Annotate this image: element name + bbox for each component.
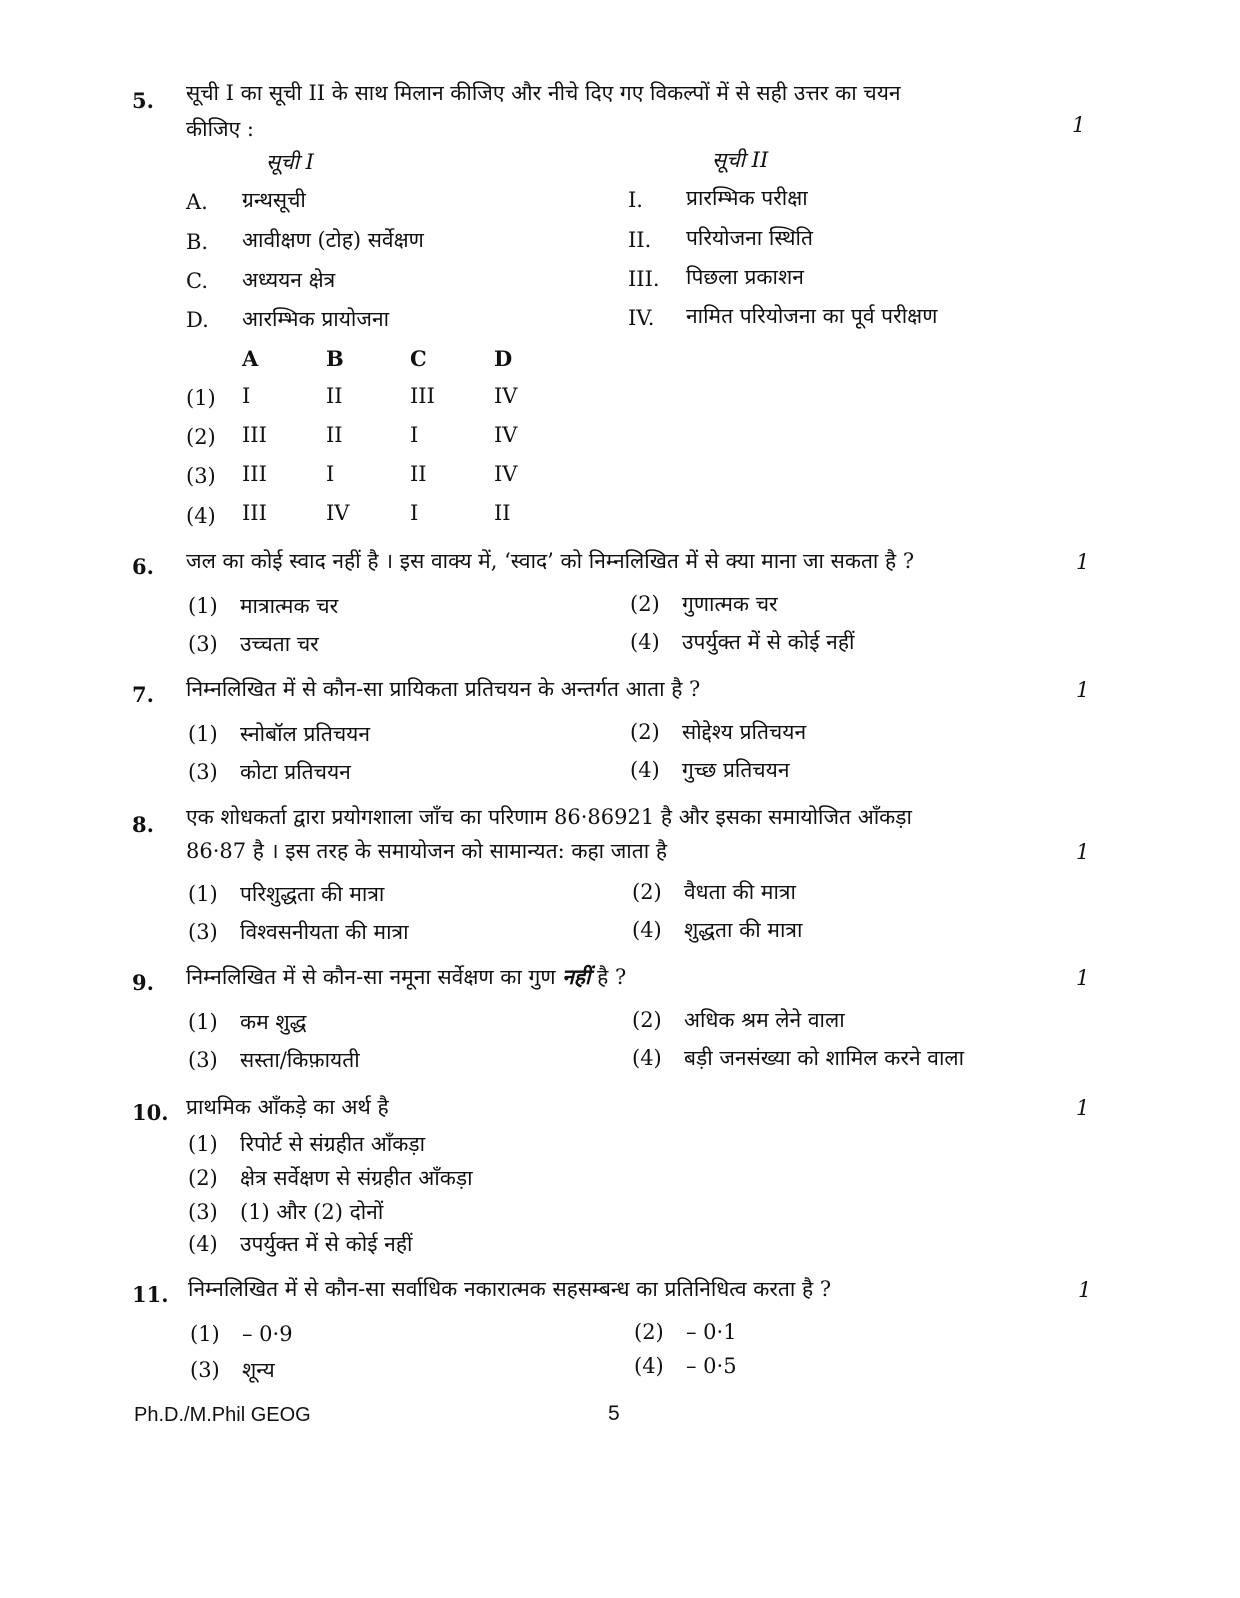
option-1[interactable] xyxy=(188,1130,425,1158)
grid-header-a: A xyxy=(242,346,259,371)
grid-header-d: D xyxy=(494,346,513,371)
option-1[interactable] xyxy=(188,720,370,748)
list1-label-a: A. xyxy=(186,190,208,214)
option-text: रिपोर्ट से संग्रहीत आँकड़ा xyxy=(240,1132,426,1156)
question-text-emphasis: नहीं xyxy=(562,964,591,989)
grid-cell: IV xyxy=(494,423,518,447)
option-4[interactable] xyxy=(630,756,789,784)
list1-item-d: आरम्भिक प्रायोजना xyxy=(242,307,390,331)
list1-label-d: D. xyxy=(186,308,209,332)
option-text: क्षेत्र सर्वेक्षण से संग्रहीत आँकड़ा xyxy=(240,1166,473,1190)
list1-item-c: अध्ययन क्षेत्र xyxy=(242,268,336,292)
option-3[interactable] xyxy=(188,630,319,658)
question-text-line1: एक शोधकर्ता द्वारा प्रयोगशाला जाँच का परिणाम 86·86921 है और इसका समायोजित आँकड़ा xyxy=(186,805,912,829)
option-label: (1) xyxy=(188,1132,218,1156)
grid-cell: IV xyxy=(494,462,518,486)
option-2[interactable] xyxy=(634,1320,737,1344)
option-3[interactable] xyxy=(188,1046,360,1074)
marks: 1 xyxy=(1076,840,1090,864)
option-1[interactable] xyxy=(188,1008,306,1036)
option-label: (3) xyxy=(188,1200,218,1224)
option-3[interactable] xyxy=(188,1198,383,1226)
question-text-start: निम्नलिखित में से कौन-सा नमूना सर्वेक्षण का गुण xyxy=(186,965,563,989)
list2-label-iii: III. xyxy=(628,267,660,291)
option-label: (4) xyxy=(634,1354,664,1378)
grid-cell: III xyxy=(242,462,267,486)
grid-cell: I xyxy=(410,423,419,447)
grid-cell: III xyxy=(242,501,267,525)
option-label: (3) xyxy=(190,1358,220,1382)
list1-label-c: C. xyxy=(186,269,208,293)
option-label: (3) xyxy=(188,1048,218,1072)
option-label: (4) xyxy=(632,1046,662,1070)
question-number: 7. xyxy=(132,682,154,707)
list2-item-iv: नामित परियोजना का पूर्व परीक्षण xyxy=(686,304,938,328)
footer-exam-code: Ph.D./M.Phil GEOG xyxy=(134,1404,311,1426)
question-number: 8. xyxy=(132,812,154,837)
option-3[interactable] xyxy=(188,918,409,946)
option-label: (3) xyxy=(188,632,218,656)
option-label: (3) xyxy=(188,760,218,784)
list2-item-ii: परियोजना स्थिति xyxy=(686,226,813,250)
option-2[interactable] xyxy=(632,878,796,906)
grid-cell: II xyxy=(326,423,343,447)
option-2[interactable] xyxy=(632,1006,845,1034)
question-text-line1: सूची I का सूची II के साथ मिलान कीजिए और नीचे दिए गए विकल्पों में से सही उत्तर का चयन xyxy=(186,81,901,105)
option-text: (1) और (2) दोनों xyxy=(240,1200,384,1224)
option-1[interactable] xyxy=(190,1322,293,1346)
option-label: (1) xyxy=(188,1010,218,1034)
list2-header: सूची II xyxy=(712,148,769,172)
option-label: (2) xyxy=(632,1008,662,1032)
option-1[interactable] xyxy=(188,592,338,620)
option-4[interactable] xyxy=(632,1044,964,1072)
marks: 1 xyxy=(1076,966,1090,990)
option-2[interactable] xyxy=(630,718,806,746)
question-text-end: है ? xyxy=(590,965,627,989)
grid-row-label: (2) xyxy=(186,425,216,449)
grid-header-c: C xyxy=(410,346,427,371)
question-text: प्राथमिक आँकड़े का अर्थ है xyxy=(186,1095,389,1119)
list1-header: सूची I xyxy=(266,150,314,174)
grid-cell: IV xyxy=(494,384,518,408)
marks: 1 xyxy=(1078,1278,1092,1302)
option-text: अधिक श्रम लेने वाला xyxy=(684,1008,845,1032)
option-text: स्नोबॉल प्रतिचयन xyxy=(240,722,370,746)
marks: 1 xyxy=(1076,550,1090,574)
option-2[interactable] xyxy=(188,1164,473,1192)
option-label: (1) xyxy=(188,882,218,906)
question-number: 6. xyxy=(132,554,154,579)
grid-cell: III xyxy=(242,423,267,447)
grid-cell: II xyxy=(410,462,427,486)
option-2[interactable] xyxy=(630,590,778,618)
option-label: (2) xyxy=(634,1320,664,1344)
list2-label-ii: II. xyxy=(628,228,652,252)
list1-label-b: B. xyxy=(186,230,209,254)
marks: 1 xyxy=(1076,678,1090,702)
grid-cell: II xyxy=(494,501,511,525)
grid-cell: III xyxy=(410,384,435,408)
grid-cell: I xyxy=(242,384,251,408)
question-text: जल का कोई स्वाद नहीं है । इस वाक्य में, ‘स्वाद’ को निम्नलिखित में से क्या माना जा सकता है ? xyxy=(186,549,915,573)
question-number: 10. xyxy=(132,1100,169,1125)
option-label: (4) xyxy=(632,918,662,942)
option-text: वैधता की मात्रा xyxy=(684,880,796,904)
question-number: 9. xyxy=(132,970,154,995)
option-text: गुच्छ प्रतिचयन xyxy=(682,758,790,782)
option-text: बड़ी जनसंख्या को शामिल करने वाला xyxy=(684,1046,965,1070)
option-4[interactable] xyxy=(632,916,802,944)
grid-header-b: B xyxy=(326,346,344,371)
option-text: शुद्धता की मात्रा xyxy=(684,918,803,942)
option-text: मात्रात्मक चर xyxy=(240,594,339,618)
grid-cell: II xyxy=(326,384,343,408)
list2-item-iii: पिछला प्रकाशन xyxy=(686,265,804,289)
list2-label-iv: IV. xyxy=(628,306,655,330)
option-label: (4) xyxy=(188,1232,218,1256)
option-text: गुणात्मक चर xyxy=(682,592,778,616)
option-label: (1) xyxy=(190,1322,220,1346)
option-text: कोटा प्रतिचयन xyxy=(240,760,351,784)
grid-cell: I xyxy=(410,501,419,525)
grid-cell: I xyxy=(326,462,335,486)
question-text: निम्नलिखित में से कौन-सा सर्वाधिक नकारात्मक सहसम्बन्ध का प्रतिनिधित्व करता है ? xyxy=(188,1277,832,1301)
question-number: 11. xyxy=(132,1282,169,1307)
option-text: सस्ता/किफ़ायती xyxy=(240,1048,360,1072)
option-label: (1) xyxy=(188,594,218,618)
option-text: उच्चता चर xyxy=(240,632,319,656)
option-text: उपर्युक्त में से कोई नहीं xyxy=(240,1232,413,1256)
grid-row-label: (1) xyxy=(186,386,216,410)
option-text: परिशुद्धता की मात्रा xyxy=(240,882,385,906)
option-text: – 0·5 xyxy=(686,1354,737,1378)
option-label: (4) xyxy=(630,758,660,782)
option-text: – 0·1 xyxy=(686,1320,737,1344)
option-text: कम शुद्ध xyxy=(240,1010,307,1034)
option-label: (2) xyxy=(632,880,662,904)
option-label: (2) xyxy=(630,720,660,744)
option-text: सोद्देश्य प्रतिचयन xyxy=(682,720,807,744)
page-number: 5 xyxy=(608,1402,620,1425)
question-text: निम्नलिखित में से कौन-सा प्रायिकता प्रतिचयन के अन्तर्गत आता है ? xyxy=(186,677,701,701)
list2-item-i: प्रारम्भिक परीक्षा xyxy=(686,186,808,210)
question-text xyxy=(186,960,626,994)
list2-label-i: I. xyxy=(628,188,643,212)
question-number: 5. xyxy=(132,88,154,113)
marks: 1 xyxy=(1076,1096,1090,1120)
list1-item-b: आवीक्षण (टोह) सर्वेक्षण xyxy=(242,228,424,252)
grid-row-label: (4) xyxy=(186,504,216,528)
option-text: – 0·9 xyxy=(242,1322,293,1346)
option-text: उपर्युक्त में से कोई नहीं xyxy=(682,630,855,654)
option-text: विश्वसनीयता की मात्रा xyxy=(240,920,409,944)
option-text: शून्य xyxy=(242,1358,275,1382)
option-3[interactable] xyxy=(190,1356,275,1384)
option-label: (2) xyxy=(188,1166,218,1190)
question-text-line2: कीजिए : xyxy=(186,117,254,141)
option-label: (4) xyxy=(630,630,660,654)
option-4[interactable] xyxy=(634,1354,737,1378)
option-label: (3) xyxy=(188,920,218,944)
grid-row-label: (3) xyxy=(186,464,216,488)
marks: 1 xyxy=(1072,113,1086,137)
option-1[interactable] xyxy=(188,880,384,908)
option-4[interactable] xyxy=(188,1230,412,1258)
option-3[interactable] xyxy=(188,758,351,786)
grid-cell: IV xyxy=(326,501,350,525)
question-text-line2: 86·87 है । इस तरह के समायोजन को सामान्यत: कहा जाता है xyxy=(186,839,667,863)
list1-item-a: ग्रन्थसूची xyxy=(242,188,306,212)
option-4[interactable] xyxy=(630,628,854,656)
option-label: (2) xyxy=(630,592,660,616)
option-label: (1) xyxy=(188,722,218,746)
